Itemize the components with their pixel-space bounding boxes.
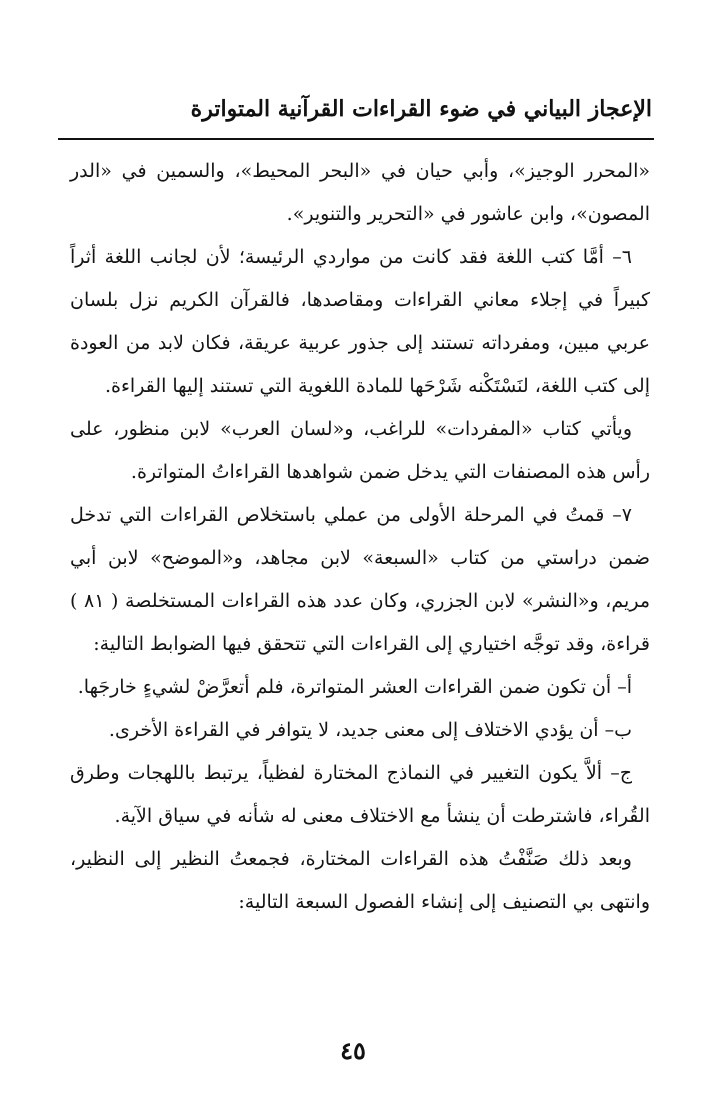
paragraph-lexicons: ويأتي كتاب «المفردات» للراغب، و«لسان العرب» لابن منظور، على رأس هذه المصنفات التي يدخل ضمن شواهدها القراءاتُ المتواترة. — [70, 418, 650, 483]
criterion-b: ب– أن يؤدي الاختلاف إلى معنى جديد، لا يتوافر في القراءة الأخرى. — [108, 719, 632, 741]
header-rule — [58, 138, 654, 140]
paragraph-item-6: ٦– أمَّا كتب اللغة فقد كانت من مواردي الرئيسة؛ لأن لجانب اللغة أثراً كبيراً في إجلاء معاني القراءات ومقاصدها، فالقرآن الكريم نزل بلسان عربي مبين، ومفرداته تستند إلى جذور عربية عريقة، فكان لابد من العودة إلى كتب اللغة، لنَسْتَكْنه شَرْحَها للمادة اللغوية التي تستند إليها القراءة. — [70, 246, 650, 397]
criterion-c: ج– ألاَّ يكون التغيير في النماذج المختارة لفظياً، يرتبط باللهجات وطرق القُراء، فاشترطت أن ينشأ مع الاختلاف معنى له شأنه في سياق الآية. — [70, 762, 650, 827]
paragraph-sources-continued: «المحرر الوجيز»، وأبي حيان في «البحر المحيط»، والسمين في «الدر المصون»، وابن عاشور في «التحرير والتنوير». — [70, 160, 650, 225]
criterion-a: أ– أن تكون ضمن القراءات العشر المتواترة، فلم أتعرَّضْ لشيءٍ خارجَها. — [77, 676, 632, 698]
page-number: ٤٥ — [340, 1036, 366, 1065]
paragraph-item-7: ٧– قمتُ في المرحلة الأولى من عملي باستخلاص القراءات التي تدخل ضمن دراستي من كتاب «السبعة» لابن مجاهد، و«الموضح» لابن أبي مريم، و«النشر» لابن الجزري، وكان عدد هذه القراءات المستخلصة ( ٨١ ) قراءة، وقد توجَّه اختياري إلى القراءات التي تتحقق فيها الضوابط التالية: — [70, 504, 650, 655]
paragraph-classification: وبعد ذلك صَنَّفْتُ هذه القراءات المختارة، فجمعتُ النظير إلى النظير، وانتهى بي التصنيف إلى إنشاء الفصول السبعة التالية: — [70, 848, 650, 913]
body-text — [70, 150, 650, 924]
running-head-title: الإعجاز البياني في ضوء القراءات القرآنية المتواترة — [190, 96, 652, 122]
